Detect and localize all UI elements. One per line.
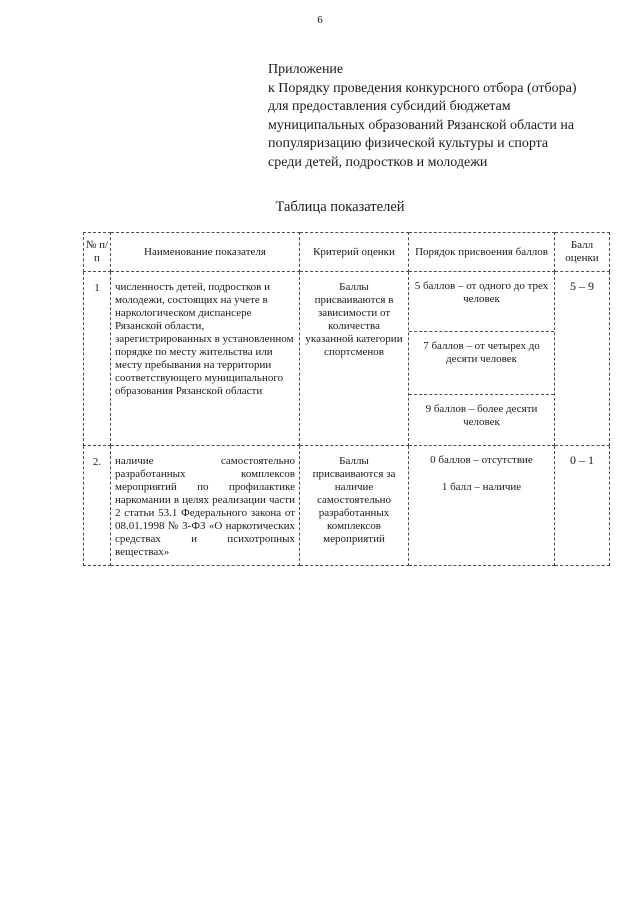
appendix-line: Приложение xyxy=(268,62,344,77)
table-header-row xyxy=(84,233,610,272)
points-option: 0 баллов – отсутствие xyxy=(430,454,533,466)
indicator-name: численность детей, подростков и молодежи, состоящих на учете в наркологическом диспансере Рязанской области, зарегистрированных в установленном порядке по месту жительства или месту пребывания на территории соответствующего муниципального образования Рязанской области xyxy=(111,272,300,446)
header-criterion: Критерий оценки xyxy=(300,233,409,272)
points-order xyxy=(409,446,555,566)
header-score: Балл оценки xyxy=(555,233,610,272)
appendix-heading xyxy=(268,61,613,172)
row-num: 2. xyxy=(84,446,111,566)
points-option: 1 балл – наличие xyxy=(441,481,522,493)
appendix-line: популяризацию физической культуры и спорта xyxy=(268,136,549,151)
score-range: 5 – 9 xyxy=(555,272,610,446)
score-range: 0 – 1 xyxy=(555,446,610,566)
points-option: 5 баллов – от одного до трех человек xyxy=(414,280,549,305)
table-row xyxy=(84,272,610,446)
table-title: Таблица показателей xyxy=(275,199,405,215)
criterion: Баллы присваиваются в зависимости от количества указанной категории спортсменов xyxy=(300,272,409,446)
appendix-line: муниципальных образований Рязанской области на xyxy=(268,117,575,133)
indicators-table xyxy=(83,232,610,566)
appendix-line: для предоставления субсидий бюджетам xyxy=(268,99,511,114)
appendix-line: к Порядку проведения конкурсного отбора (отбора) xyxy=(268,80,577,96)
points-option: 7 баллов – от четырех до десяти человек xyxy=(409,331,554,394)
row-num: 1 xyxy=(84,272,111,446)
indicator-name: наличие самостоятельно разработанных комплексов мероприятий по профилактике наркомании в целях реализации части 2 статьи 53.1 Федерального закона от 08.01.1998 № 3-ФЗ «О наркотических средствах и психотропных веществах» xyxy=(111,446,300,566)
page-number: 6 xyxy=(317,14,323,26)
criterion: Баллы присваиваются за наличие самостоятельно разработанных комплексов мероприятий xyxy=(300,446,409,566)
header-order: Порядок присвоения баллов xyxy=(409,233,555,272)
header-name: Наименование показателя xyxy=(111,233,300,272)
points-option: 9 баллов – более десяти человек xyxy=(409,394,554,445)
header-num: № п/п xyxy=(84,233,111,272)
points-order xyxy=(409,272,555,446)
table-row xyxy=(84,446,610,566)
appendix-line: среди детей, подростков и молодежи xyxy=(268,154,488,170)
